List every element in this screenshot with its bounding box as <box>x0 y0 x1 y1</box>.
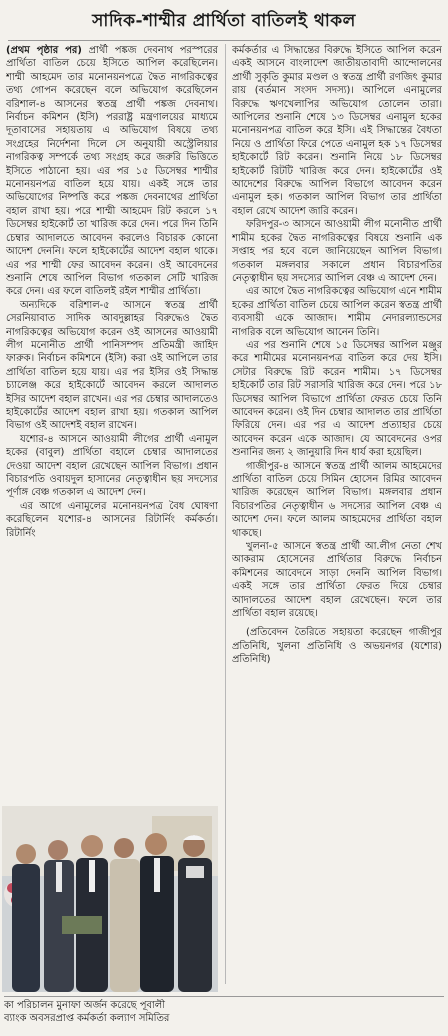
snippet-line: কা পরিচালন মুনাফা অর্জন করেছে পূবালী <box>4 1000 165 1011</box>
adjacent-article-snippet <box>4 996 444 1036</box>
continuation-kicker: (প্রথম পৃষ্ঠার পর) <box>6 45 82 56</box>
article-paragraph <box>6 44 218 299</box>
left-column <box>6 44 218 799</box>
article-paragraph: ফরিদপুর-৩ আসনে আওয়ামী লীগ মনোনীত প্রার্থী শামীম হকের দ্বৈত নাগরিকত্বের বিষয়ে শুনানি এক সপ্তাহ পর হবে বলে জানিয়েছেন আপিল বিভাগ। গতকাল মঙ্গলবার সকালে প্রধান বিচারপতির নেতৃত্বাধীন ছয় সদস্যের আপিল বেঞ্চ এ আদেশ দেন। <box>232 219 442 284</box>
article-paragraph: গাজীপুর-৪ আসনে স্বতন্ত্র প্রার্থী আলম আহমেদের প্রার্থিতা বাতিল চেয়ে সিমিন হোসেন রিমির আবেদন খারিজ করেছেন আপিল বিভাগ। মঙ্গলবার প্রধান বিচারপতির নেতৃত্বাধীন ৬ সদস্যের আপিল বেঞ্চ এ আদেশ দেন। ফলে আলম আহমেদের প্রার্থিতা বহাল থাকছে। <box>232 460 442 539</box>
article-paragraph: অন্যদিকে বরিশাল-৫ আসনে স্বতন্ত্র প্রার্থী সেরনিয়াবাত সাদিক আবদুল্লাহর বিরুদ্ধেও দ্বৈত নাগরিকত্বের অভিযোগ করেন ওই আসনের আওয়ামী লীগ মনোনীত প্রার্থী পানিসম্পদ প্রতিমন্ত্রী জাহিদ ফারুক। নির্বাচন কমিশনে (ইসি) করা ওই আপিলে তার প্রার্থিতা বাতিল হয়ে যায়। এর পর ইসির ওই সিদ্ধান্ত চ্যালেঞ্জ করে হাইকোর্টে আবেদন করলে আদালত ইসির আদেশ বহাল রাখেন। এর পর চেম্বার আদালতেও হাইকোর্টের আদেশ বহাল রাখা হয়। গতকাল আপিল বিভাগ ওই আদেশই বহাল রাখেন। <box>6 299 218 432</box>
snippet-line: ব্যাংক অবসরপ্রাপ্ত কর্মকর্তা কল্যাণ সমিতির <box>4 1013 170 1025</box>
article-paragraph: যশোর-৪ আসনে আওয়ামী লীগের প্রার্থী এনামুল হকের (বাবুল) প্রার্থিতা বহালে চেম্বার আদালতের দেওয়া আদেশ বহাল রেখেছেন আপিল বিভাগ। প্রধান বিচারপতি ওবায়দুল হাসানের নেতৃত্বাধীন ছয় সদস্যের পূর্ণাঙ্গ বেঞ্চ গতকাল এ আদেশ দেন। <box>6 433 218 499</box>
article-paragraph: এর আগে এনামুলের মনোনয়নপত্র বৈধ ঘোষণা করেছিলেন যশোর-৪ আসনের রিটার্নিং কর্মকর্তা। রিটার্নিং <box>6 500 218 539</box>
column-divider <box>225 44 226 984</box>
article-paragraph: খুলনা-৫ আসনে স্বতন্ত্র প্রার্থী আ.লীগ নেতা শেখ আকরাম হোসেনের প্রার্থিতার বিরুদ্ধে নির্বাচন কমিশনের আবেদনে সাড়া দেননি আপিল বিভাগ। একই সঙ্গে তার প্রার্থিতা ফেরত দিয়ে চেম্বার আদালতের আদেশ বহাল রেখেছেন। ফলে তার প্রার্থিতা বহাল রয়েছে। <box>232 541 442 620</box>
article-paragraph: কর্মকর্তার এ সিদ্ধান্তের বিরুদ্ধে ইসিতে আপিল করেন একই আসনে বাংলাদেশ জাতীয়তাবাদী আন্দোলনের প্রার্থী সুকৃতি কুমার মণ্ডল ও স্বতন্ত্র প্রার্থী রণজিৎ কুমার রায় (বর্তমান সংসদ সদস্য)। আপিলে এনামুলের বিরুদ্ধে ঋণখেলাপির অভিযোগ তোলেন তারা। আপিলের শুনানি শেষে ১৩ ডিসেম্বর এনামুল হকের মনোনয়নপত্র বাতিল করে ইসি। এই সিদ্ধান্তের বৈধতা নিয়ে ও প্রার্থিতা ফিরে পেতে এনামুল হক ১৭ ডিসেম্বর হাইকোর্টে রিট করেন। শুনানি নিয়ে ১৮ ডিসেম্বর হাইকোর্ট রিটটি খারিজ করে দেন। হাইকোর্টের ওই আদেশের বিরুদ্ধে আপিল বিভাগে আবেদন করেন এনামুল হক। গতকাল আপিল বিভাগ তার প্রার্থিতা বহাল রেখে আদেশ জারি করেন। <box>232 45 442 217</box>
article-paragraph: এর আগে দ্বৈত নাগরিকত্বের অভিযোগ এনে শামীম হকের প্রার্থিতা বাতিল চেয়ে আপিল করেন স্বতন্ত্র প্রার্থী ব্যবসায়ী একে আজাদ। শামীম নেদারল্যান্ডসের নাগরিক বলে অভিযোগ আনেন তিনি। <box>232 286 442 338</box>
news-photo <box>2 806 218 992</box>
article-paragraph: এর পর শুনানি শেষে ১৫ ডিসেম্বর আপিল মঞ্জুর করে শামীমের মনোনয়নপত্র বাতিল করে দেয় ইসি। সেটার বিরুদ্ধে রিট করেন শামীম। ১৭ ডিসেম্বর হাইকোর্ট তার রিট সরাসরি খারিজ করে দেন। পরে ১৮ ডিসেম্বর আপিল বিভাগে প্রার্থিতা ফেরত চেয়ে তিনি আবেদন করেন। ওই দিন চেম্বার আদালত তার প্রার্থিতা ফিরিয়ে দেন। এর পর এ আদেশ প্রত্যাহার চেয়ে আবেদন করেন একে আজাদ। যে আবেদনের ওপর শুনানির জন্য ২ জানুয়ারি দিন ধার্য করা হয়েছিল। <box>232 339 442 459</box>
headline: সাদিক-শাম্মীর প্রার্থিতা বাতিলই থাকল <box>8 4 440 41</box>
right-column <box>232 44 442 1034</box>
paragraph-text: প্রার্থী পঙ্কজ দেবনাথ পরস্পরের প্রার্থিতা বাতিল চেয়ে ইসিতে আপিল করেছিলেন। শাম্মী আহমেদ তার মনোনয়নপত্রে দ্বৈত নাগরিকত্বের তথ্য গোপন করেছেন বলে অভিযোগ করেছিলেন বরিশাল-৪ আসনের স্বতন্ত্র প্রার্থী পঙ্কজ দেবনাথ। নির্বাচন কমিশন (ইসি) পররাষ্ট্র মন্ত্রণালয়ের মাধ্যমে দূতাবাসের সহায়তায় এ অভিযোগ বিষয়ে তথ্য সংগ্রহের নির্দেশনা দিলে সে অনুযায়ী অস্ট্রেলিয়ার নাগরিকত্ব সম্পর্কে তথ্য সংগ্রহ করে জরুরি ভিত্তিতে ইসিতে পাঠানো হয়। এর পর ১৫ ডিসেম্বর শাম্মীর মনোনয়নপত্র বাতিল হয়ে যায়। একই সঙ্গে তার অভিযোগের নিষ্পত্তি করে পঙ্কজ দেবনাথের প্রার্থিতা বহাল রাখা হয়। পরে শাম্মী আহমেদ রিট করলে ১৭ ডিসেম্বর হাইকোর্ট তা খারিজ করে দেন। পরে দিন তিনি চেম্বার আদালতে আবেদন করলেও বিচারক কোনো আদেশ দেননি। ফলে হাইকোর্টের আদেশ বহাল থাকে। এর পর শাম্মী ফের আবেদন করেন। ওই আবেদনের শুনানি শেষে আপিল বিভাগ গতকাল সেটি খারিজ করে দেন। এর ফলে বাতিলই রইল শাম্মীর প্রার্থিতা। <box>6 45 218 298</box>
group-photo-illustration <box>2 806 218 992</box>
reporting-credit: (প্রতিবেদন তৈরিতে সহায়তা করেছেন গাজীপুর প্রতিনিধি, খুলনা প্রতিনিধি ও অভয়নগর (যশোর) প্রতিনিধি) <box>232 627 442 666</box>
